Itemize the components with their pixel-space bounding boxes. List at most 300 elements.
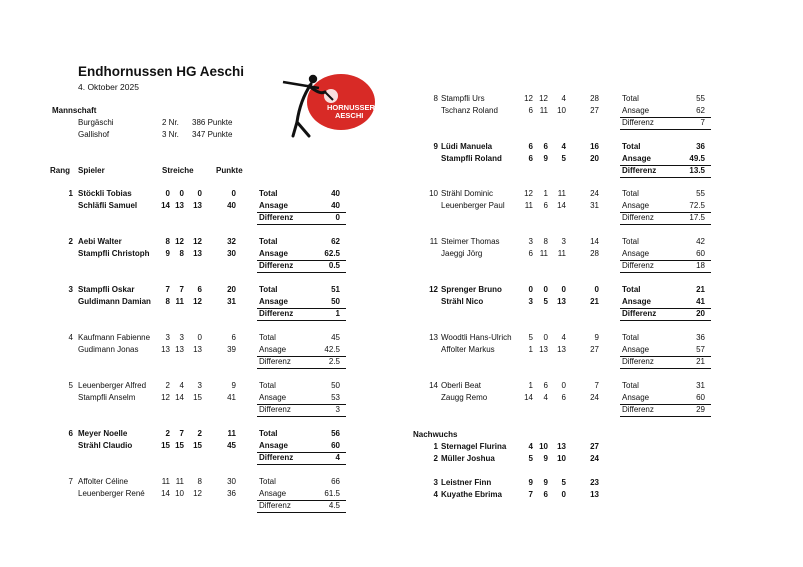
streich-value: 11	[175, 297, 184, 306]
streich-value: 7	[528, 490, 533, 499]
player-name: Kaufmann Fabienne	[78, 333, 151, 342]
divider	[620, 356, 711, 357]
player-name: Zaugg Remo	[441, 393, 488, 402]
points-value: 23	[590, 478, 599, 487]
team-name: Burgäschi	[78, 118, 114, 127]
ansage-value: 60	[696, 249, 705, 258]
team-place: 2 Nr.	[162, 118, 179, 127]
points-value: 32	[227, 237, 236, 246]
streich-value: 6	[197, 285, 202, 294]
streich-value: 9	[165, 249, 170, 258]
points-value: 30	[227, 477, 236, 486]
streich-value: 6	[543, 381, 548, 390]
streich-value: 8	[197, 477, 202, 486]
player-name: Oberli Beat	[441, 381, 482, 390]
differenz-value: 0.5	[328, 261, 340, 270]
streich-value: 6	[543, 201, 548, 210]
differenz-value: 7	[700, 118, 705, 127]
streich-value: 4	[561, 142, 566, 151]
streich-value: 4	[543, 393, 548, 402]
streich-value: 11	[557, 249, 566, 258]
points-value: 27	[590, 345, 599, 354]
rank-number: 11	[429, 237, 438, 246]
rank-number: 4	[433, 490, 438, 499]
streich-value: 11	[161, 477, 170, 486]
player-name: Leuenberger Paul	[441, 201, 505, 210]
divider	[620, 272, 711, 273]
total-value: 55	[696, 94, 705, 103]
streich-value: 6	[528, 154, 533, 163]
player-name: Stampfli Roland	[441, 154, 502, 163]
player-name: Aebi Walter	[78, 237, 122, 246]
streich-value: 12	[193, 489, 202, 498]
differenz-value: 21	[696, 357, 705, 366]
ansage-label: Ansage	[622, 249, 650, 258]
total-label: Total	[622, 285, 641, 294]
streich-value: 15	[193, 393, 202, 402]
streich-value: 13	[193, 345, 202, 354]
rank-number: 10	[429, 189, 438, 198]
streich-value: 14	[161, 489, 170, 498]
player-name: Stampfli Urs	[441, 94, 485, 103]
streich-value: 3	[165, 333, 170, 342]
divider	[257, 272, 346, 273]
streich-value: 13	[557, 442, 566, 451]
streich-value: 0	[561, 285, 566, 294]
divider	[620, 224, 711, 225]
streich-value: 4	[561, 333, 566, 342]
col-rang: Rang	[50, 166, 70, 175]
player-name: Stampfli Oskar	[78, 285, 135, 294]
streich-value: 6	[528, 249, 533, 258]
ansage-label: Ansage	[259, 297, 288, 306]
total-label: Total	[622, 142, 641, 151]
player-name: Steimer Thomas	[441, 237, 500, 246]
total-label: Total	[259, 285, 278, 294]
streich-value: 0	[543, 333, 548, 342]
streich-value: 8	[165, 297, 170, 306]
streich-value: 10	[539, 442, 548, 451]
col-spieler: Spieler	[78, 166, 105, 175]
streich-value: 14	[175, 393, 184, 402]
player-name: Guldimann Damian	[78, 297, 151, 306]
ansage-value: 60	[331, 441, 340, 450]
ansage-label: Ansage	[259, 393, 287, 402]
streich-value: 6	[543, 490, 548, 499]
nachwuchs-label: Nachwuchs	[413, 430, 458, 439]
player-name: Strähl Claudio	[78, 441, 133, 450]
points-value: 45	[227, 441, 236, 450]
streich-value: 10	[557, 106, 566, 115]
col-punkte: Punkte	[216, 166, 243, 175]
total-value: 45	[331, 333, 340, 342]
streich-value: 13	[193, 201, 202, 210]
rank-number: 5	[68, 381, 73, 390]
streich-value: 11	[557, 189, 566, 198]
ansage-label: Ansage	[259, 249, 288, 258]
points-value: 14	[590, 237, 599, 246]
streich-value: 13	[175, 345, 184, 354]
rank-number: 3	[68, 285, 73, 294]
differenz-value: 20	[696, 309, 705, 318]
differenz-label: Differenz	[259, 213, 294, 222]
streich-value: 0	[543, 285, 548, 294]
divider	[257, 224, 346, 225]
ansage-label: Ansage	[622, 393, 650, 402]
points-value: 0	[231, 189, 236, 198]
points-value: 20	[590, 154, 599, 163]
streich-value: 1	[528, 345, 533, 354]
total-value: 56	[331, 429, 340, 438]
points-value: 13	[590, 490, 599, 499]
rank-number: 6	[68, 429, 73, 438]
player-name: Müller Joshua	[441, 454, 495, 463]
ansage-label: Ansage	[622, 201, 650, 210]
divider	[620, 308, 711, 309]
streich-value: 5	[528, 454, 533, 463]
points-value: 36	[227, 489, 236, 498]
differenz-label: Differenz	[622, 213, 654, 222]
player-name: Affolter Markus	[441, 345, 495, 354]
points-value: 28	[590, 94, 599, 103]
differenz-value: 29	[696, 405, 705, 414]
differenz-value: 18	[696, 261, 705, 270]
total-value: 40	[331, 189, 340, 198]
points-value: 9	[594, 333, 599, 342]
streich-value: 5	[528, 333, 533, 342]
streich-value: 3	[528, 237, 533, 246]
player-name: Affolter Céline	[78, 477, 129, 486]
divider	[620, 368, 711, 369]
total-label: Total	[259, 381, 276, 390]
player-name: Sternagel Flurina	[441, 442, 507, 451]
streich-value: 2	[197, 429, 202, 438]
differenz-label: Differenz	[622, 166, 657, 175]
divider	[620, 117, 711, 118]
hornusser-icon	[273, 70, 381, 142]
streich-value: 14	[161, 201, 170, 210]
differenz-label: Differenz	[259, 405, 291, 414]
player-name: Stampfli Christoph	[78, 249, 150, 258]
streich-value: 13	[557, 297, 566, 306]
team-place: 3 Nr.	[162, 130, 179, 139]
team-name: Gallishof	[78, 130, 110, 139]
ansage-value: 40	[331, 201, 340, 210]
total-value: 31	[696, 381, 705, 390]
points-value: 16	[590, 142, 599, 151]
differenz-label: Differenz	[622, 405, 654, 414]
streich-value: 3	[197, 381, 202, 390]
ansage-value: 41	[696, 297, 705, 306]
ansage-value: 50	[331, 297, 340, 306]
ansage-value: 62	[696, 106, 705, 115]
col-streiche: Streiche	[162, 166, 194, 175]
points-value: 27	[590, 442, 599, 451]
streich-value: 4	[179, 381, 184, 390]
streich-value: 9	[543, 154, 548, 163]
divider	[620, 404, 711, 405]
player-name: Meyer Noelle	[78, 429, 128, 438]
ansage-label: Ansage	[622, 345, 650, 354]
divider	[620, 260, 711, 261]
divider	[620, 416, 711, 417]
streich-value: 15	[193, 441, 202, 450]
differenz-value: 4.5	[328, 501, 340, 510]
streich-value: 11	[539, 106, 548, 115]
points-value: 0	[594, 285, 599, 294]
streich-value: 0	[197, 333, 202, 342]
streich-value: 12	[193, 237, 202, 246]
points-value: 27	[590, 106, 599, 115]
differenz-value: 2.5	[328, 357, 340, 366]
svg-text:HORNUSSER: HORNUSSER	[327, 103, 375, 112]
player-name: Sprenger Bruno	[441, 285, 502, 294]
ansage-value: 42.5	[324, 345, 340, 354]
total-value: 62	[331, 237, 340, 246]
ansage-label: Ansage	[259, 345, 287, 354]
differenz-value: 17.5	[689, 213, 705, 222]
total-value: 66	[331, 477, 340, 486]
streich-value: 13	[539, 345, 548, 354]
player-name: Woodtli Hans-Ulrich	[441, 333, 512, 342]
player-name: Strähl Dominic	[441, 189, 494, 198]
points-value: 6	[231, 333, 236, 342]
total-label: Total	[259, 477, 276, 486]
differenz-label: Differenz	[259, 501, 291, 510]
streich-value: 6	[561, 393, 566, 402]
total-label: Total	[259, 333, 276, 342]
streich-value: 6	[543, 142, 548, 151]
rank-number: 2	[68, 237, 73, 246]
points-value: 9	[231, 381, 236, 390]
rank-number: 13	[429, 333, 438, 342]
page-title: Endhornussen HG Aeschi	[78, 64, 245, 79]
streich-value: 2	[165, 381, 170, 390]
differenz-label: Differenz	[622, 261, 654, 270]
streich-value: 7	[179, 285, 184, 294]
total-value: 50	[331, 381, 340, 390]
divider	[257, 512, 346, 513]
ansage-label: Ansage	[259, 441, 288, 450]
differenz-value: 4	[335, 453, 340, 462]
points-value: 24	[590, 393, 599, 402]
points-value: 39	[227, 345, 236, 354]
differenz-label: Differenz	[259, 453, 294, 462]
points-value: 24	[590, 454, 599, 463]
rank-number: 7	[68, 477, 73, 486]
points-value: 41	[227, 393, 236, 402]
streich-value: 5	[561, 478, 566, 487]
streich-value: 13	[161, 345, 170, 354]
streich-value: 3	[528, 297, 533, 306]
divider	[257, 212, 346, 213]
streich-value: 11	[539, 249, 548, 258]
ansage-value: 60	[696, 393, 705, 402]
event-date: 4. Oktober 2025	[78, 82, 139, 92]
streich-value: 8	[543, 237, 548, 246]
differenz-label: Differenz	[622, 357, 654, 366]
total-label: Total	[622, 333, 639, 342]
differenz-label: Differenz	[622, 118, 654, 127]
points-value: 24	[590, 189, 599, 198]
team-points: 347 Punkte	[192, 130, 233, 139]
ansage-value: 49.5	[689, 154, 705, 163]
differenz-value: 3	[335, 405, 340, 414]
streich-value: 7	[179, 429, 184, 438]
streich-value: 6	[528, 106, 533, 115]
streich-value: 12	[524, 189, 533, 198]
total-value: 55	[696, 189, 705, 198]
svg-text:AESCHI: AESCHI	[335, 111, 364, 120]
points-value: 21	[590, 297, 599, 306]
rank-number: 1	[433, 442, 438, 451]
ansage-label: Ansage	[622, 154, 651, 163]
ansage-label: Ansage	[259, 489, 287, 498]
divider	[257, 320, 346, 321]
streich-value: 15	[175, 441, 184, 450]
streich-value: 6	[528, 142, 533, 151]
streich-value: 2	[165, 429, 170, 438]
rank-number: 12	[429, 285, 438, 294]
streich-value: 0	[561, 381, 566, 390]
streich-value: 4	[528, 442, 533, 451]
player-name: Leistner Finn	[441, 478, 492, 487]
total-label: Total	[622, 94, 639, 103]
total-value: 42	[696, 237, 705, 246]
player-name: Strähl Nico	[441, 297, 484, 306]
streich-value: 13	[193, 249, 202, 258]
points-value: 31	[590, 201, 599, 210]
streich-value: 12	[539, 94, 548, 103]
divider	[257, 404, 346, 405]
divider	[257, 416, 346, 417]
rank-number: 9	[433, 142, 438, 151]
streich-value: 0	[179, 189, 184, 198]
total-label: Total	[259, 237, 278, 246]
player-name: Kuyathe Ebrima	[441, 490, 502, 499]
differenz-label: Differenz	[259, 261, 294, 270]
streich-value: 12	[161, 393, 170, 402]
streich-value: 0	[561, 490, 566, 499]
differenz-label: Differenz	[622, 309, 657, 318]
total-label: Total	[622, 189, 639, 198]
streich-value: 5	[543, 297, 548, 306]
divider	[257, 464, 346, 465]
ansage-value: 62.5	[324, 249, 340, 258]
streich-value: 9	[528, 478, 533, 487]
streich-value: 0	[197, 189, 202, 198]
player-name: Lüdi Manuela	[441, 142, 493, 151]
club-logo	[273, 70, 381, 142]
streich-value: 11	[524, 201, 533, 210]
divider	[620, 165, 711, 166]
divider	[257, 452, 346, 453]
total-label: Total	[259, 429, 278, 438]
divider	[257, 308, 346, 309]
divider	[257, 356, 346, 357]
streich-value: 10	[175, 489, 184, 498]
rank-number: 4	[68, 333, 73, 342]
player-name: Leuenberger Alfred	[78, 381, 147, 390]
total-value: 36	[696, 142, 705, 151]
points-value: 31	[227, 297, 236, 306]
ansage-label: Ansage	[622, 297, 651, 306]
player-name: Stampfli Anselm	[78, 393, 136, 402]
streich-value: 14	[524, 393, 533, 402]
ansage-value: 61.5	[324, 489, 340, 498]
streich-value: 13	[175, 201, 184, 210]
streich-value: 4	[561, 94, 566, 103]
differenz-value: 13.5	[689, 166, 705, 175]
differenz-label: Differenz	[259, 309, 294, 318]
total-value: 36	[696, 333, 705, 342]
ansage-label: Ansage	[259, 201, 288, 210]
streich-value: 3	[179, 333, 184, 342]
differenz-value: 0	[335, 213, 340, 222]
rank-number: 2	[433, 454, 438, 463]
divider	[620, 177, 711, 178]
streich-value: 14	[557, 201, 566, 210]
streich-value: 3	[561, 237, 566, 246]
ansage-value: 72.5	[689, 201, 705, 210]
streich-value: 15	[161, 441, 170, 450]
points-value: 7	[594, 381, 599, 390]
points-value: 28	[590, 249, 599, 258]
rank-number: 3	[433, 478, 438, 487]
rank-number: 14	[429, 381, 438, 390]
streich-value: 10	[557, 454, 566, 463]
ansage-label: Ansage	[622, 106, 650, 115]
rank-number: 1	[68, 189, 73, 198]
divider	[620, 212, 711, 213]
points-value: 11	[227, 429, 236, 438]
points-value: 20	[227, 285, 236, 294]
streich-value: 7	[165, 285, 170, 294]
points-value: 40	[227, 201, 236, 210]
points-value: 30	[227, 249, 236, 258]
streich-value: 12	[193, 297, 202, 306]
streich-value: 9	[543, 478, 548, 487]
streich-value: 12	[175, 237, 184, 246]
divider	[257, 500, 346, 501]
rank-number: 8	[433, 94, 438, 103]
streich-value: 1	[543, 189, 548, 198]
team-points: 386 Punkte	[192, 118, 233, 127]
total-value: 51	[331, 285, 340, 294]
streich-value: 9	[543, 454, 548, 463]
divider	[257, 368, 346, 369]
ansage-value: 57	[696, 345, 705, 354]
streich-value: 8	[165, 237, 170, 246]
streich-value: 13	[557, 345, 566, 354]
total-value: 21	[696, 285, 705, 294]
player-name: Schläfli Samuel	[78, 201, 138, 210]
mannschaft-label: Mannschaft	[52, 106, 97, 115]
ansage-value: 53	[331, 393, 340, 402]
player-name: Gudimann Jonas	[78, 345, 139, 354]
player-name: Jaeggi Jörg	[441, 249, 483, 258]
differenz-value: 1	[335, 309, 340, 318]
player-name: Leuenberger René	[78, 489, 145, 498]
player-name: Tschanz Roland	[441, 106, 498, 115]
total-label: Total	[622, 381, 639, 390]
total-label: Total	[259, 189, 278, 198]
divider	[257, 260, 346, 261]
streich-value: 11	[175, 477, 184, 486]
divider	[620, 129, 711, 130]
differenz-label: Differenz	[259, 357, 291, 366]
player-name: Stöckli Tobias	[78, 189, 132, 198]
